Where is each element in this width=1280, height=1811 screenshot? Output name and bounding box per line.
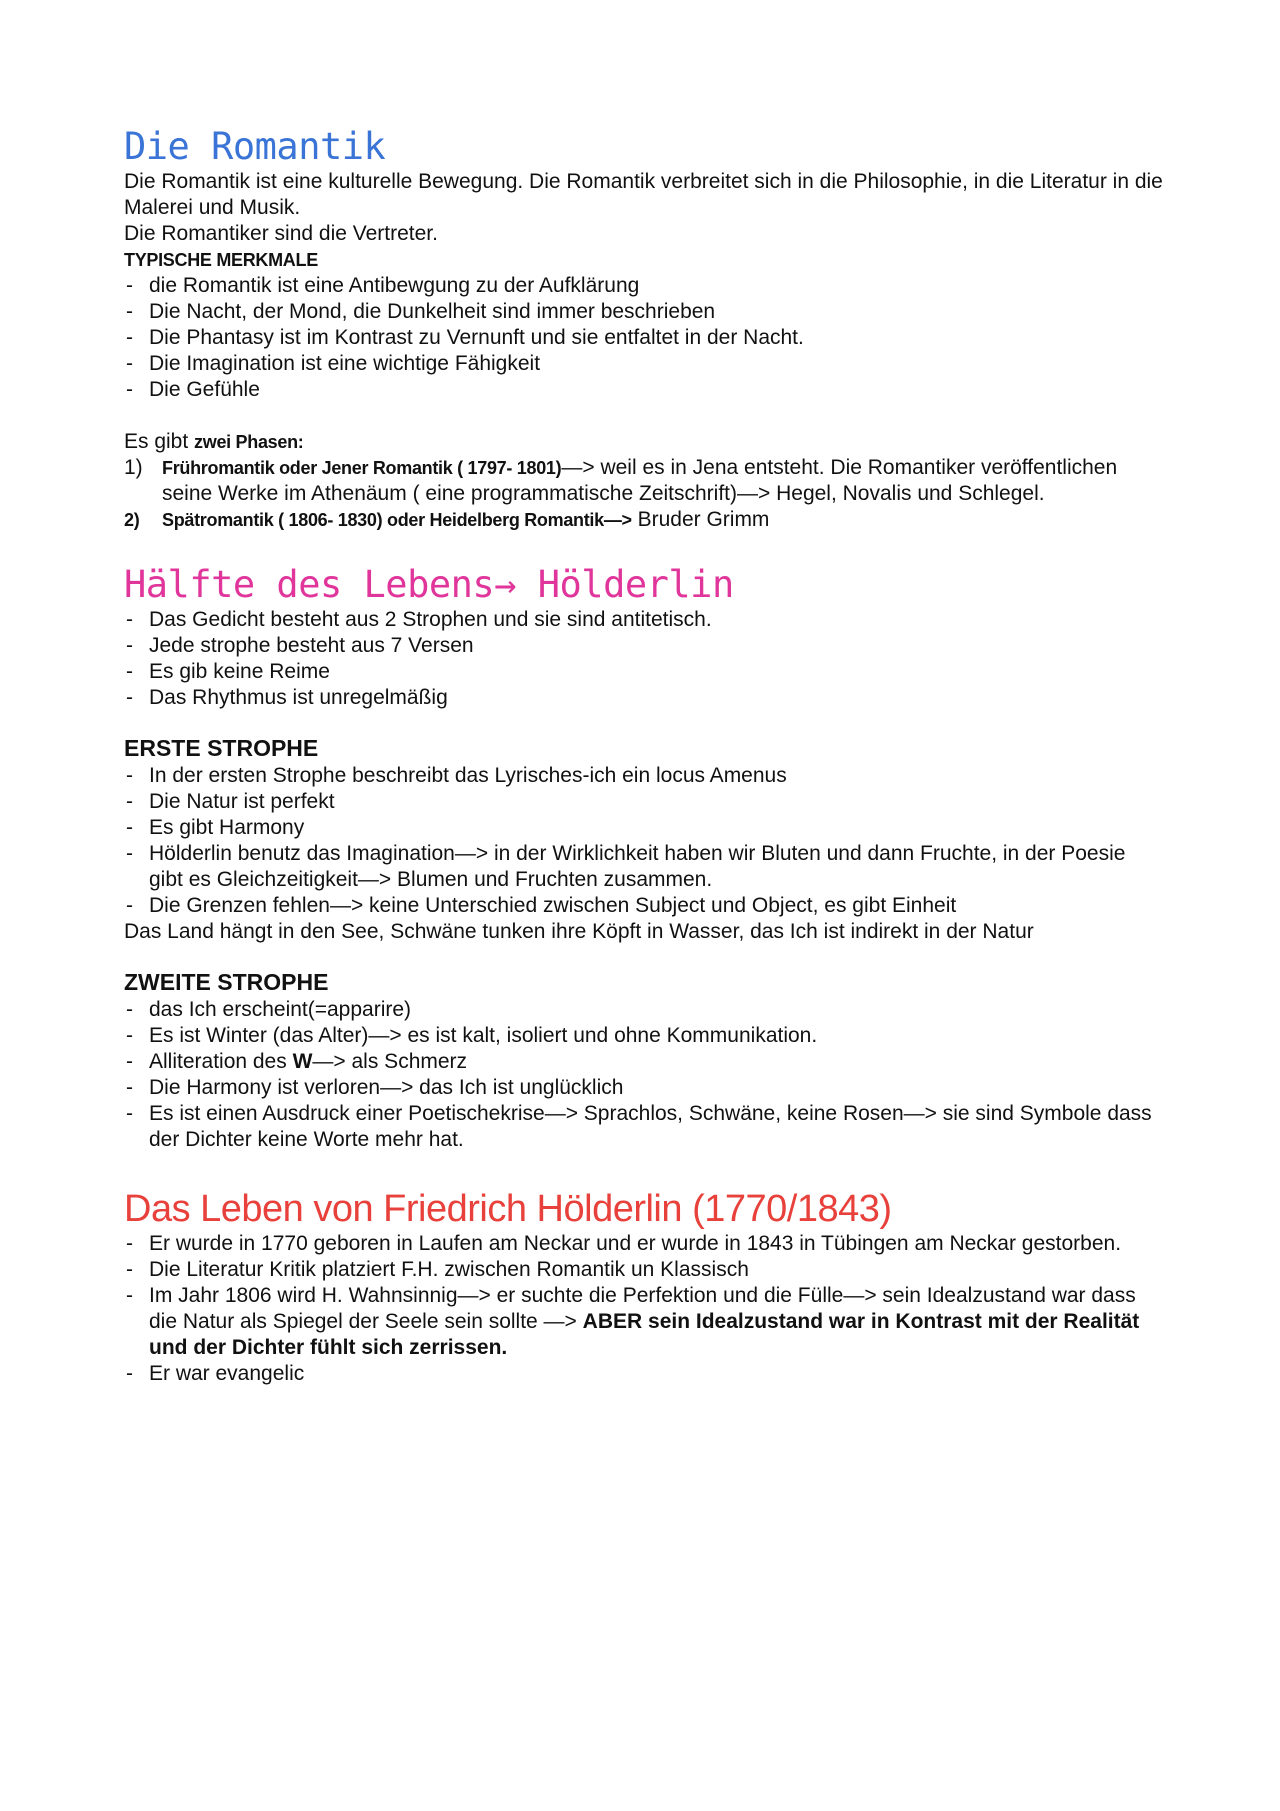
merkmale-list: [124, 273, 1164, 403]
phase-text: Bruder Grimm: [631, 508, 770, 531]
list-item: - Die Literatur Kritik platziert F.H. zwischen Romantik un Klassisch: [124, 1257, 1164, 1283]
list-item: - Jede strophe besteht aus 7 Versen: [124, 633, 1164, 659]
phase-title: Spätromantik ( 1806- 1830) oder Heidelberg Romantik—>: [162, 510, 632, 530]
phasen-prefix: Es gibt: [124, 430, 195, 453]
list-item: [124, 507, 1164, 533]
list-item: - Er wurde in 1770 geboren in Laufen am Neckar und er wurde in 1843 in Tübingen am Neckar gestorben.: [124, 1231, 1164, 1257]
list-item: - das Ich erscheint(=apparire): [124, 997, 1164, 1023]
list-item: - Es gib keine Reime: [124, 659, 1164, 685]
phase-text: —> weil es in Jena entsteht. Die Romantiker veröffentlichen seine Werke im Athenäum ( eine programmatische Zeitschrift)—> Hegel, Novalis und Schlegel.: [162, 456, 1118, 505]
text-run-bold: W: [292, 1050, 313, 1073]
list-item: - Das Rhythmus ist unregelmäßig: [124, 685, 1164, 711]
list-item: - Die Gefühle: [124, 377, 1164, 403]
zweite-strophe-list: [124, 997, 1164, 1153]
list-item: - Die Nacht, der Mond, die Dunkelheit sind immer beschrieben: [124, 299, 1164, 325]
text-run-bold: ABER sein Idealzustand war in Kontrast mit der Realität und der Dichter fühlt sich zerrissen.: [149, 1310, 1140, 1359]
list-item: - Das Gedicht besteht aus 2 Strophen und sie sind antitetisch.: [124, 607, 1164, 633]
heading-haelfte-des-lebens: Hälfte des Lebens→ Hölderlin: [124, 563, 734, 606]
list-item: - Es gibt Harmony: [124, 815, 1164, 841]
list-item: - Die Natur ist perfekt: [124, 789, 1164, 815]
list-item: [124, 1049, 1164, 1075]
merkmale-label: TYPISCHE MERKMALE: [124, 250, 318, 270]
list-item: - Die Harmony ist verloren—> das Ich ist unglücklich: [124, 1075, 1164, 1101]
heading-die-romantik: Die Romantik: [124, 125, 386, 168]
list-item: [124, 1283, 1164, 1361]
list-item: [124, 455, 1164, 507]
phasen-list: [124, 455, 1164, 533]
erste-strophe-note: Das Land hängt in den See, Schwäne tunken ihre Köpft in Wasser, das Ich ist indirekt in der Natur: [124, 920, 1034, 943]
list-number: 2): [124, 510, 140, 530]
heading-zweite-strophe: ZWEITE STROPHE: [124, 969, 329, 995]
heading-erste-strophe: ERSTE STROPHE: [124, 735, 319, 761]
list-item: - Es ist Winter (das Alter)—> es ist kalt, isoliert und ohne Kommunikation.: [124, 1023, 1164, 1049]
list-item: - Die Phantasy ist im Kontrast zu Vernunft und sie entfaltet in der Nacht.: [124, 325, 1164, 351]
document-content: [124, 125, 1164, 1387]
list-item: - Die Grenzen fehlen—> keine Unterschied zwischen Subject und Object, es gibt Einheit: [124, 893, 1164, 919]
erste-strophe-list: [124, 763, 1164, 919]
list-item: - Er war evangelic: [124, 1361, 1164, 1387]
gedicht-list: [124, 607, 1164, 711]
list-item: - Es ist einen Ausdruck einer Poetischekrise—> Sprachlos, Schwäne, keine Rosen—> sie sind Symbole dass der Dichter keine Worte mehr hat.: [124, 1101, 1164, 1153]
text-run: Im Jahr 1806 wird H. Wahnsinnig—> er suchte die Perfektion und die Fülle—> sein Idealzustand war dass die Natur als Spiegel der Seele sein sollte —>: [149, 1284, 1136, 1333]
phase-title: Frühromantik oder Jener Romantik ( 1797- 1801): [162, 458, 562, 478]
list-item: - Die Imagination ist eine wichtige Fähigkeit: [124, 351, 1164, 377]
list-item: - In der ersten Strophe beschreibt das Lyrisches-ich ein locus Amenus: [124, 763, 1164, 789]
intro-paragraph-2: Die Romantiker sind die Vertreter.: [124, 222, 438, 245]
heading-leben-hoelderlin: Das Leben von Friedrich Hölderlin (1770/1843): [124, 1188, 892, 1230]
list-item: - Hölderlin benutz das Imagination—> in der Wirklichkeit haben wir Bluten und dann Fruchte, in der Poesie gibt es Gleichzeitigkeit—> Blumen und Fruchten zusammen.: [124, 841, 1164, 893]
text-run: Alliteration des: [149, 1050, 293, 1073]
intro-paragraph: Die Romantik ist eine kulturelle Bewegung. Die Romantik verbreitet sich in die Philosophie, in die Literatur in die Malerei und Musik.: [124, 170, 1163, 219]
list-number: 1): [124, 456, 143, 479]
phasen-bold: zwei Phasen:: [194, 432, 304, 452]
list-item: - die Romantik ist eine Antibewgung zu der Aufklärung: [124, 273, 1164, 299]
phasen-intro: [124, 429, 1164, 455]
text-run: —> als Schmerz: [312, 1050, 468, 1073]
leben-list: [124, 1231, 1164, 1387]
